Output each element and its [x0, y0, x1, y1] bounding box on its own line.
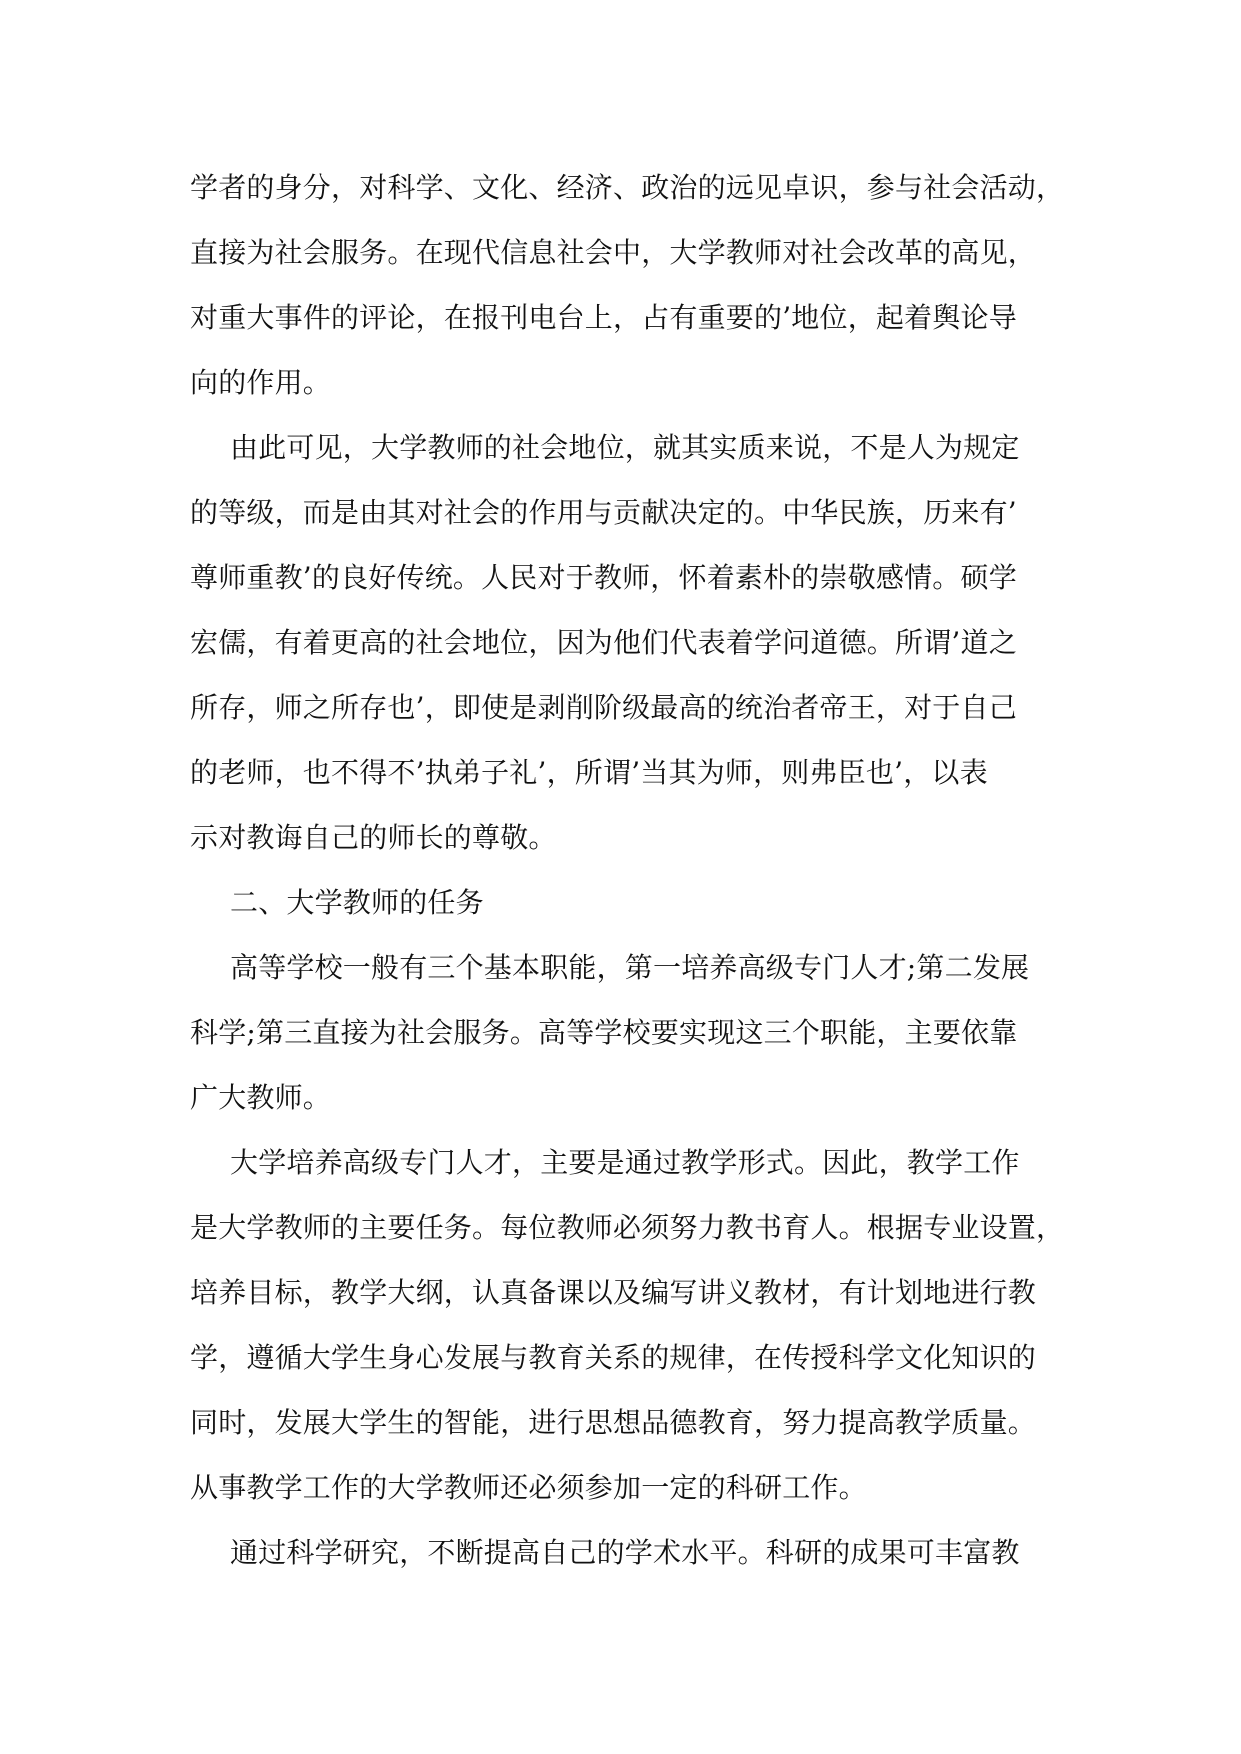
text-line: 广大教师。: [190, 1081, 332, 1114]
paragraph: [190, 155, 1065, 415]
paragraph: [190, 415, 1060, 870]
text-line: 宏儒，有着更高的社会地位，因为他们代表着学问道德。所谓’道之: [190, 626, 1017, 659]
text-line: 对重大事件的评论，在报刊电台上，占有重要的’地位，起着舆论导: [190, 301, 1017, 334]
text-line: 学，遵循大学生身心发展与教育关系的规律，在传授科学文化知识的: [190, 1341, 1037, 1374]
text-line: 高等学校一般有三个基本职能，第一培养高级专门人才;第二发展: [230, 951, 1030, 984]
paragraph: [190, 935, 1060, 1130]
text-line: 是大学教师的主要任务。每位教师必须努力教书育人。根据专业设置，: [190, 1211, 1065, 1244]
text-line: 由此可见，大学教师的社会地位，就其实质来说，不是人为规定: [230, 431, 1020, 464]
text-line: 的等级，而是由其对社会的作用与贡献决定的。中华民族，历来有’: [190, 496, 1017, 529]
text-line: 科学;第三直接为社会服务。高等学校要实现这三个职能，主要依靠: [190, 1016, 1018, 1049]
text-line: 学者的身分，对科学、文化、经济、政治的远见卓识，参与社会活动，: [190, 171, 1065, 204]
text-line: 所存，师之所存也’，即使是剥削阶级最高的统治者帝王，对于自己: [190, 691, 1017, 724]
text-line: 二、大学教师的任务: [230, 886, 484, 919]
document-body: [190, 155, 1065, 1585]
text-line: 向的作用。: [190, 366, 332, 399]
text-line: 大学培养高级专门人才，主要是通过教学形式。因此，教学工作: [230, 1146, 1020, 1179]
text-line: 直接为社会服务。在现代信息社会中，大学教师对社会改革的高见，: [190, 236, 1037, 269]
text-line: 的老师，也不得不’执弟子礼’，所谓’当其为师，则弗臣也’，以表: [190, 756, 988, 789]
section-heading: [190, 870, 1060, 935]
text-line: 尊师重教’的良好传统。人民对于教师，怀着素朴的崇敬感情。硕学: [190, 561, 1017, 594]
text-line: 示对教诲自己的师长的尊敬。: [190, 821, 557, 854]
paragraph: [190, 1130, 1065, 1520]
text-line: 培养目标，教学大纲，认真备课以及编写讲义教材，有计划地进行教: [190, 1276, 1037, 1309]
paragraph: [190, 1520, 1060, 1585]
text-line: 通过科学研究，不断提高自己的学术水平。科研的成果可丰富教: [230, 1536, 1020, 1569]
text-line: 同时，发展大学生的智能，进行思想品德教育，努力提高教学质量。: [190, 1406, 1037, 1439]
text-line: 从事教学工作的大学教师还必须参加一定的科研工作。: [190, 1471, 867, 1504]
